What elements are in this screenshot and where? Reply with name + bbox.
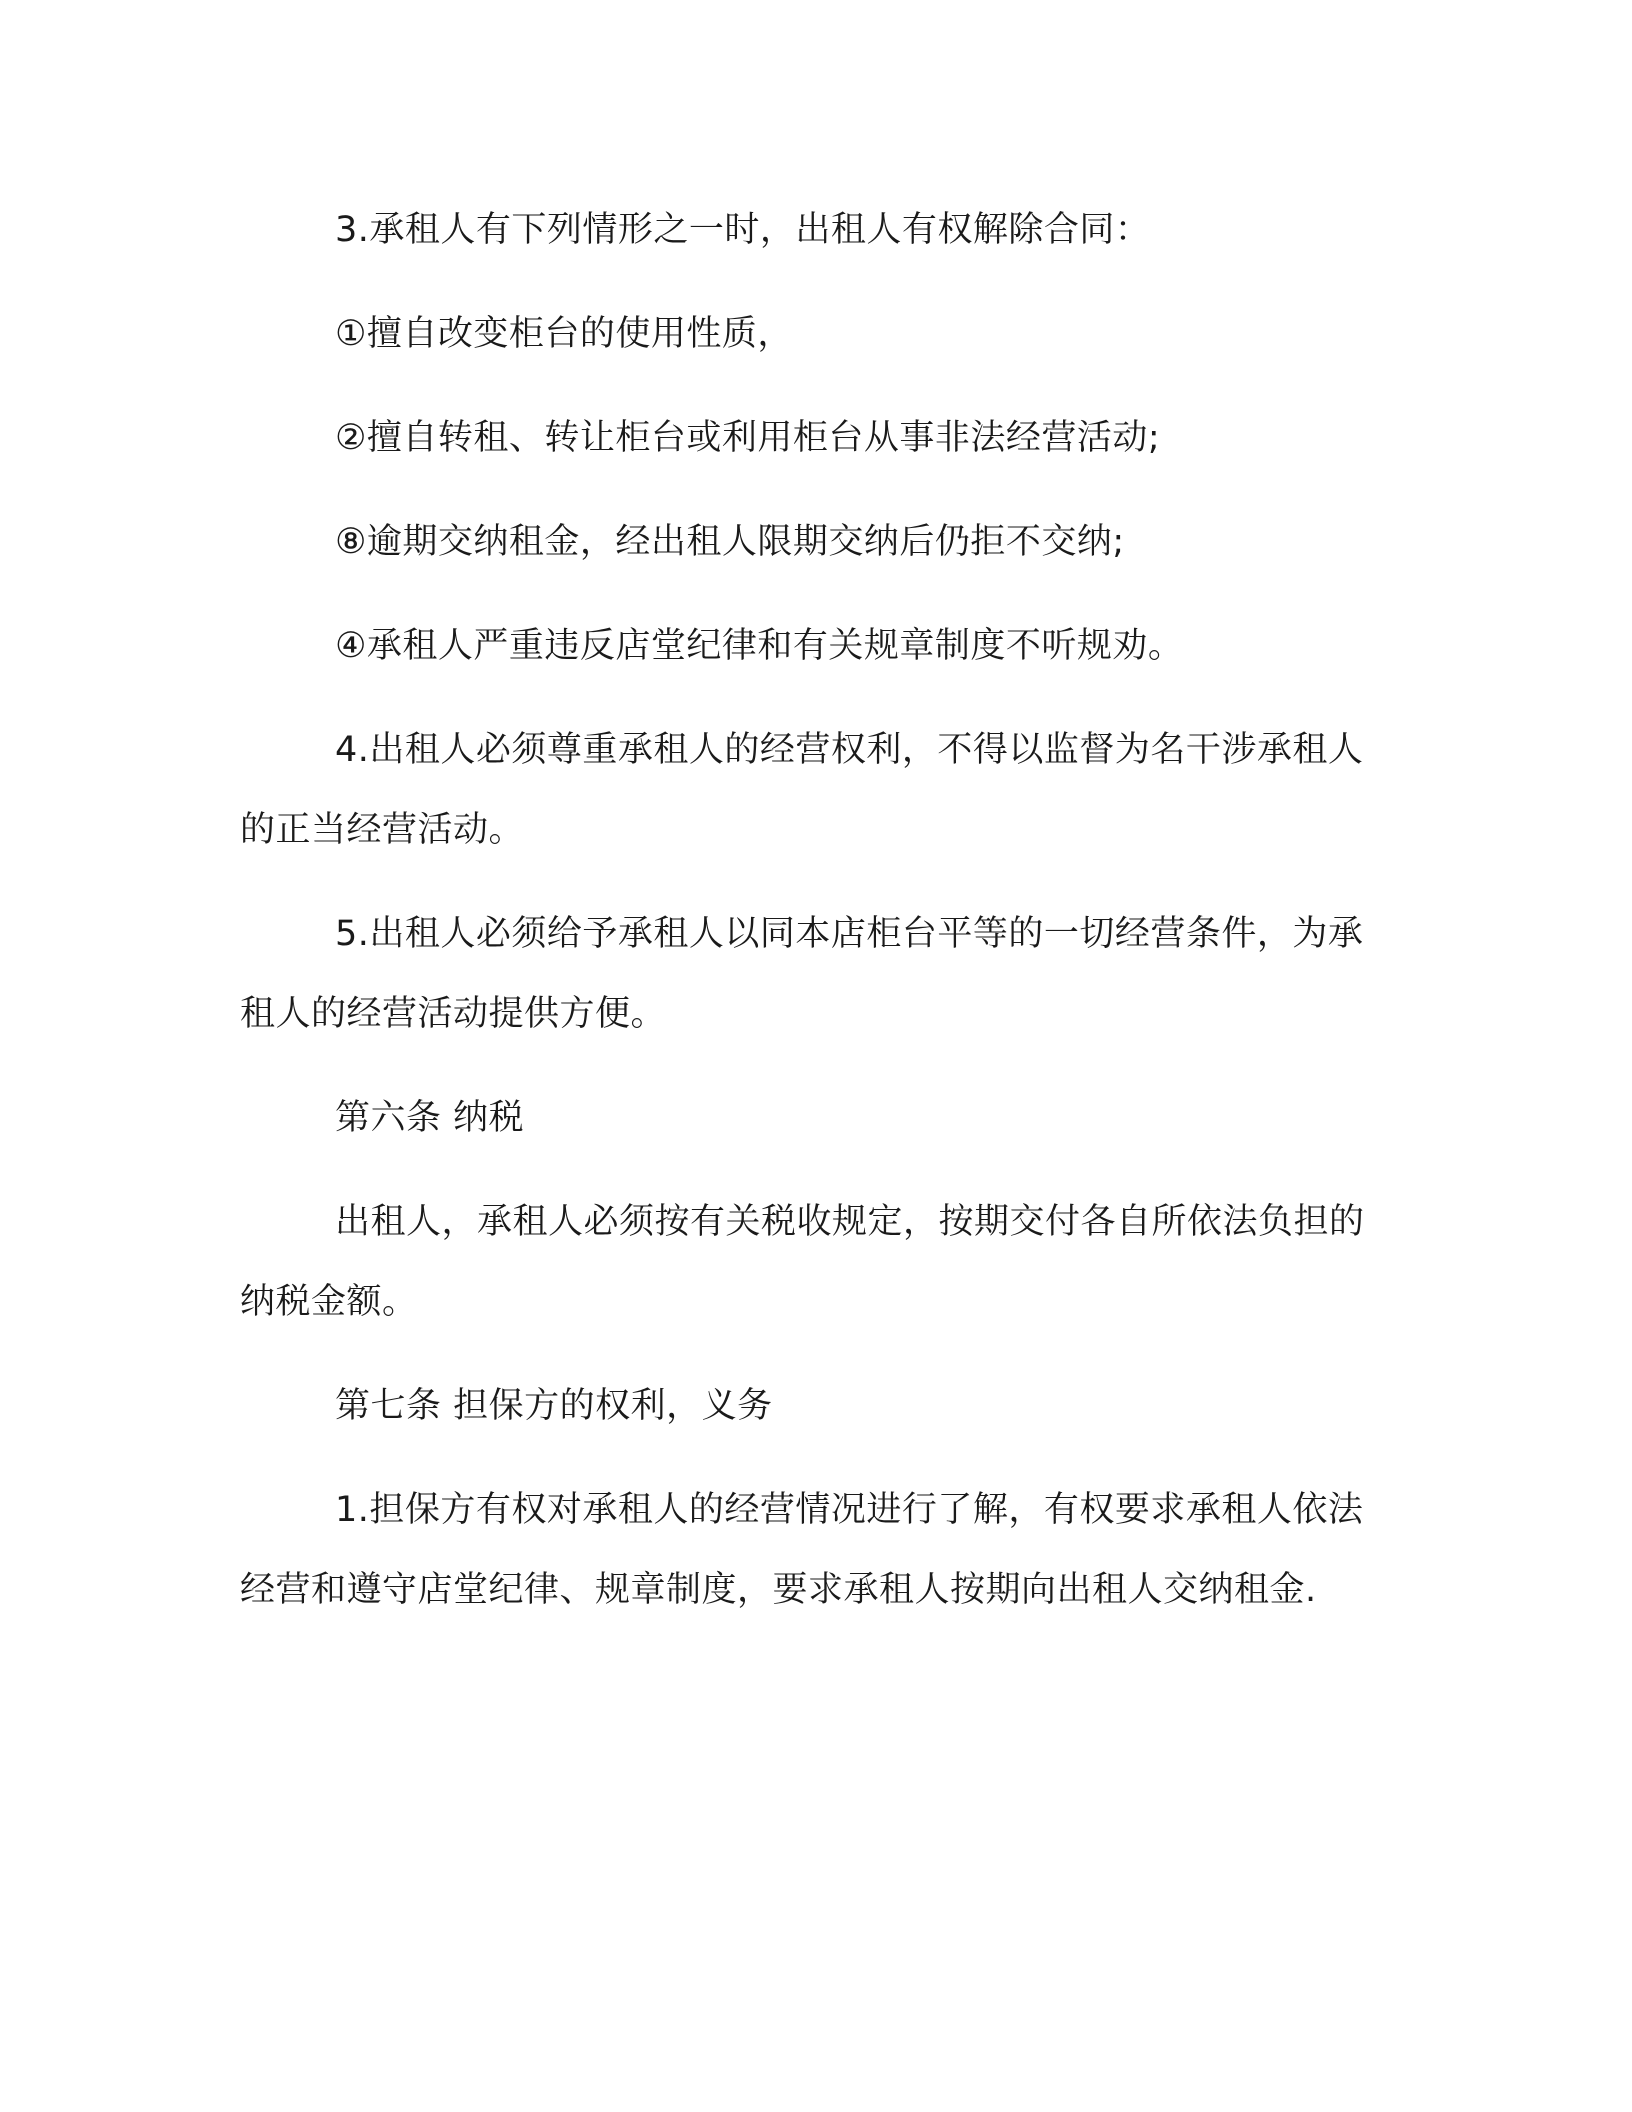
clause-4: 4.出租人必须尊重承租人的经营权利，不得以监督为名干涉承租人的正当经营活动。: [240, 730, 1364, 850]
clause-3-item-4: ④承租人严重违反店堂纪律和有关规章制度不听规劝。: [335, 626, 1184, 666]
clause-3-item-1: ①擅自改变柜台的使用性质，: [335, 314, 793, 354]
document-body: [240, 190, 1390, 1654]
clause-3-item-3: ⑧逾期交纳租金，经出租人限期交纳后仍拒不交纳;: [335, 522, 1125, 562]
article-6-heading: 第六条 纳税: [335, 1098, 525, 1138]
article-7-clause-1: 1.担保方有权对承租人的经营情况进行了解，有权要求承租人依法经营和遵守店堂纪律、规章制度，要求承租人按期向出租人交纳租金.: [240, 1490, 1364, 1610]
clause-3-intro: 3.承租人有下列情形之一时，出租人有权解除合同：: [335, 210, 1151, 250]
article-6-body: 出租人，承租人必须按有关税收规定，按期交付各自所依法负担的纳税金额。: [240, 1202, 1365, 1322]
clause-5: 5.出租人必须给予承租人以同本店柜台平等的一切经营条件，为承租人的经营活动提供方便。: [240, 914, 1364, 1034]
clause-3-item-2: ②擅自转租、转让柜台或利用柜台从事非法经营活动;: [335, 418, 1161, 458]
article-7-heading: 第七条 担保方的权利，义务: [335, 1386, 773, 1426]
